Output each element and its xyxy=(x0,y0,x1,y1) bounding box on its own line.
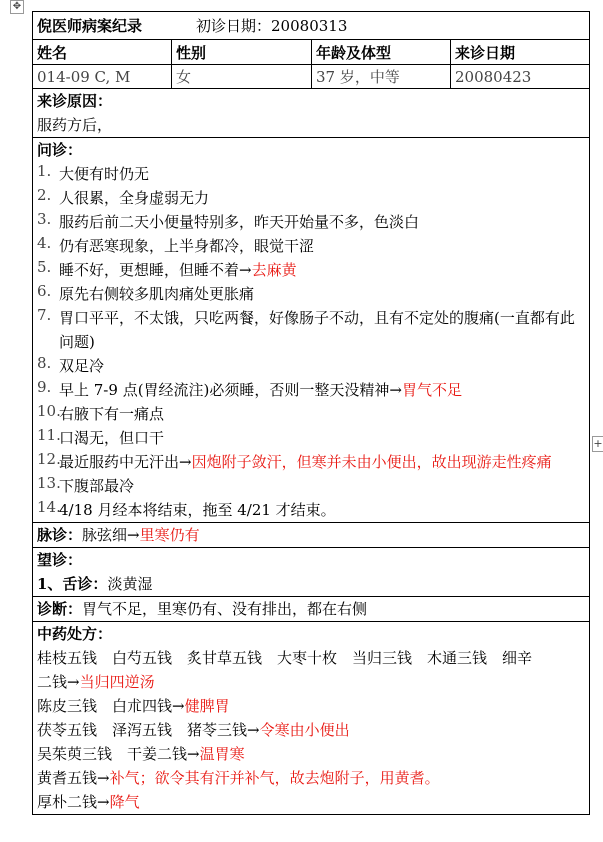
inquiry-item-number: 1. xyxy=(37,162,52,180)
inquiry-item-body: 最近服药中无汗出→ xyxy=(59,453,192,471)
diagnosis-line xyxy=(37,597,589,621)
inquiry-item-number: 2. xyxy=(37,186,52,204)
visit-reason-section xyxy=(33,89,589,138)
inquiry-item-body: 原先右侧较多肌肉痛处更胀痛 xyxy=(59,285,255,303)
header-visit-date: 来诊日期 xyxy=(455,43,516,62)
inquiry-item-number: 9. xyxy=(37,378,52,396)
inquiry-item-text xyxy=(59,210,589,234)
inquiry-item-text xyxy=(59,450,589,474)
prescription-herbs: 茯苓五钱 泽泻五钱 猪苓三钱→ xyxy=(37,721,260,739)
value-visit-date: 20080423 xyxy=(455,67,532,86)
inquiry-item-annotation: 去麻黄 xyxy=(251,261,297,279)
inquiry-item-text xyxy=(59,498,589,522)
pulse-label: 脉诊： xyxy=(37,526,83,544)
diagnosis-text: 胃气不足，里寒仍有、没有排出，都在右侧 xyxy=(82,600,368,618)
first-visit-date: 初诊日期：20080313 xyxy=(196,17,348,35)
inquiry-list xyxy=(37,162,589,522)
inquiry-item-number: 13. xyxy=(37,474,61,492)
inquiry-item xyxy=(37,186,589,210)
inquiry-item-text xyxy=(59,378,589,402)
prescription-section xyxy=(33,622,589,814)
pulse-line xyxy=(37,523,589,547)
header-gender: 性别 xyxy=(172,40,312,64)
inquiry-item-text xyxy=(59,162,589,186)
inquiry-item xyxy=(37,402,589,426)
inquiry-item-annotation: 因炮附子敛汗，但寒并未由小便出，故出现游走性疼痛 xyxy=(191,453,552,471)
inquiry-item-text xyxy=(59,282,589,306)
inquiry-item-number: 3. xyxy=(37,210,52,228)
inquiry-item-number: 7. xyxy=(37,306,52,324)
prescription-line xyxy=(37,790,589,814)
prescription-annotation: 当归四逆汤 xyxy=(79,673,155,691)
prescription-herbs: 黄耆五钱→ xyxy=(37,769,110,787)
inquiry-section xyxy=(33,138,589,523)
prescription-line xyxy=(37,694,589,718)
prescription-list xyxy=(37,646,589,814)
inquiry-item xyxy=(37,282,589,306)
prescription-herbs: 陈皮三钱 白朮四钱→ xyxy=(37,697,185,715)
inquiry-item-text xyxy=(59,258,589,282)
observation-section xyxy=(33,548,589,597)
inquiry-item xyxy=(37,354,589,378)
tongue-line xyxy=(37,572,589,596)
title-row xyxy=(33,12,589,40)
record-title: 倪医师病案纪录 xyxy=(37,17,143,35)
visit-reason-label: 来诊原因： xyxy=(37,92,113,110)
prescription-annotation: 补气；欲令其有汗并补气，故去炮附子，用黄耆。 xyxy=(109,769,440,787)
patient-value-row xyxy=(33,65,589,89)
pulse-text: 脉弦细→ xyxy=(82,526,140,544)
prescription-label: 中药处方： xyxy=(37,625,113,643)
inquiry-item-number: 11. xyxy=(37,426,61,444)
value-name: 014-09 C, M xyxy=(33,65,172,88)
inquiry-item-body: 下腹部最冷 xyxy=(59,477,135,495)
header-age-build: 年龄及体型 xyxy=(312,40,451,64)
prescription-herbs: 厚朴二钱→ xyxy=(37,793,110,811)
move-table-icon[interactable]: ✥ xyxy=(10,0,24,14)
tongue-text: 淡黄湿 xyxy=(107,575,153,593)
prescription-line xyxy=(37,718,589,742)
inquiry-item-body: 4/18 月经本将结束，拖至 4/21 才结束。 xyxy=(59,501,336,519)
inquiry-item-body: 睡不好，更想睡，但睡不着→ xyxy=(59,261,252,279)
inquiry-item xyxy=(37,426,589,450)
inquiry-item xyxy=(37,378,589,402)
inquiry-item-body: 服药后前二天小便量特别多，昨天开始量不多，色淡白 xyxy=(59,213,420,231)
inquiry-item-body: 右腋下有一痛点 xyxy=(59,405,165,423)
inquiry-item-text xyxy=(59,186,589,210)
diagnosis-label: 诊断： xyxy=(37,600,83,618)
inquiry-item-text xyxy=(59,426,589,450)
inquiry-item-body: 口渴无，但口干 xyxy=(59,429,165,447)
prescription-herbs: 二钱→ xyxy=(37,673,80,691)
prescription-line xyxy=(37,670,589,694)
inquiry-item-number: 6. xyxy=(37,282,52,300)
inquiry-item-annotation: 胃气不足 xyxy=(401,381,462,399)
patient-header-row xyxy=(33,40,589,65)
inquiry-label: 问诊： xyxy=(37,141,83,159)
prescription-annotation: 温胃寒 xyxy=(199,745,245,763)
inquiry-item-body: 人很累，全身虚弱无力 xyxy=(59,189,210,207)
inquiry-item-body: 双足冷 xyxy=(59,357,105,375)
diagnosis-section xyxy=(33,597,589,622)
prescription-annotation: 健脾胃 xyxy=(184,697,230,715)
inquiry-item-text xyxy=(59,402,589,426)
inquiry-item xyxy=(37,258,589,282)
inquiry-item xyxy=(37,474,589,498)
inquiry-item-number: 5. xyxy=(37,258,52,276)
inquiry-item-body: 早上 7-9 点(胃经流注)必须睡，否则一整天没精神→ xyxy=(59,381,402,399)
inquiry-item-text xyxy=(59,354,589,378)
inquiry-item-text xyxy=(59,306,589,354)
pulse-section xyxy=(33,523,589,548)
prescription-annotation: 降气 xyxy=(109,793,140,811)
inquiry-item xyxy=(37,498,589,522)
inquiry-item-number: 12. xyxy=(37,450,61,468)
prescription-line xyxy=(37,646,589,670)
inquiry-item xyxy=(37,162,589,186)
header-name: 姓名 xyxy=(33,40,172,64)
inquiry-item xyxy=(37,234,589,258)
inquiry-item-body: 大便有时仍无 xyxy=(59,165,150,183)
tongue-label: 1、舌诊： xyxy=(37,575,108,593)
prescription-annotation: 令寒由小便出 xyxy=(259,721,350,739)
add-row-icon[interactable]: + xyxy=(593,437,603,450)
prescription-line xyxy=(37,742,589,766)
prescription-herbs: 吴茱萸三钱 干姜二钱→ xyxy=(37,745,200,763)
inquiry-item-body: 仍有恶寒现象，上半身都冷，眼觉干涩 xyxy=(59,237,315,255)
value-age-build: 37 岁，中等 xyxy=(312,65,451,88)
prescription-herbs: 桂枝五钱 白芍五钱 炙甘草五钱 大枣十枚 当归三钱 木通三钱 细辛 xyxy=(37,649,533,667)
inquiry-item-number: 4. xyxy=(37,234,52,252)
inquiry-item xyxy=(37,450,589,474)
prescription-line xyxy=(37,766,589,790)
inquiry-item-number: 10. xyxy=(37,402,61,420)
inquiry-item xyxy=(37,210,589,234)
visit-reason-text: 服药方后， xyxy=(37,116,113,134)
inquiry-item-body: 胃口平平，不太饿，只吃两餐，好像肠子不动，且有不定处的腹痛(一直都有此问题) xyxy=(59,309,575,351)
inquiry-item-number: 14. xyxy=(37,498,61,516)
observation-label: 望诊： xyxy=(37,551,83,569)
value-gender: 女 xyxy=(172,65,312,88)
inquiry-item-number: 8. xyxy=(37,354,52,372)
inquiry-item-text xyxy=(59,474,589,498)
inquiry-item-text xyxy=(59,234,589,258)
pulse-annotation: 里寒仍有 xyxy=(139,526,200,544)
inquiry-item xyxy=(37,306,589,354)
medical-record-table xyxy=(32,11,590,815)
